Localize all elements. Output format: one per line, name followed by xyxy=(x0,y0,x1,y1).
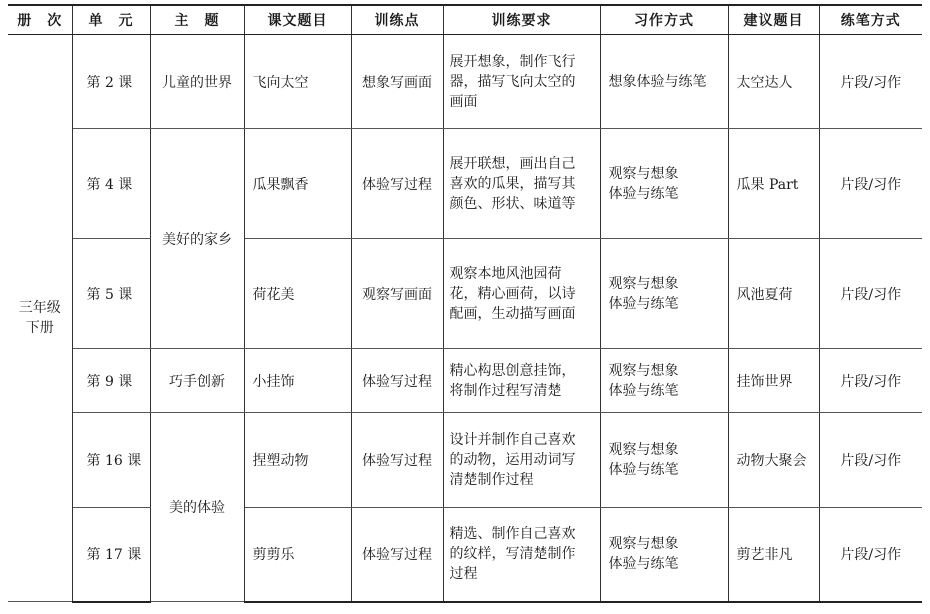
requirement-line: 颜色、形状、味道等 xyxy=(449,195,576,212)
practice-method-cell: 片段/习作 xyxy=(819,129,922,239)
training-point-cell: 体验写过程 xyxy=(351,129,443,239)
unit-cell: 第 17 课 xyxy=(72,508,150,602)
training-point-cell: 想象写画面 xyxy=(351,35,443,129)
suggested-title-cell: 风池夏荷 xyxy=(728,239,819,349)
writing-mode-cell xyxy=(600,508,728,602)
requirement-line: 设计并制作自己喜欢 xyxy=(449,432,576,448)
training-requirement-cell xyxy=(443,239,600,349)
practice-method-cell: 片段/习作 xyxy=(819,349,922,413)
theme-cell: 儿童的世界 xyxy=(150,35,244,129)
requirement-line: 精心构思创意挂饰， xyxy=(449,362,576,379)
requirement-line: 展开联想，画出自己 xyxy=(449,155,576,172)
training-point-cell: 体验写过程 xyxy=(351,508,443,602)
mode-line: 体验与练笔 xyxy=(608,556,679,573)
suggested-title-cell: 瓜果 Part xyxy=(728,129,819,239)
table-row xyxy=(8,349,922,413)
mode-line: 观察与想象 xyxy=(608,536,679,553)
requirement-line: 花，精心画荷，以诗 xyxy=(449,285,576,302)
header-lesson-title: 课文题目 xyxy=(244,5,351,35)
theme-cell: 巧手创新 xyxy=(150,349,244,413)
writing-mode-cell xyxy=(600,35,728,129)
mode-line: 想象体验与练笔 xyxy=(608,73,707,90)
lesson-title-cell: 瓜果飘香 xyxy=(244,129,351,239)
lesson-title-cell: 剪剪乐 xyxy=(244,508,351,602)
theme-cell: 美的体验 xyxy=(150,413,244,602)
mode-line: 体验与练笔 xyxy=(608,462,679,478)
requirement-line: 的纹样，写清楚制作 xyxy=(449,546,576,563)
training-point-cell: 体验写过程 xyxy=(351,413,443,508)
requirement-line: 清楚制作过程 xyxy=(449,472,534,488)
header-theme: 主 题 xyxy=(150,5,244,35)
volume-term: 下册 xyxy=(25,320,54,336)
unit-cell: 第 4 课 xyxy=(72,129,150,239)
lesson-title-cell: 飞向太空 xyxy=(244,35,351,129)
unit-cell: 第 9 课 xyxy=(72,349,150,413)
theme-cell: 美好的家乡 xyxy=(150,129,244,349)
requirement-line: 过程 xyxy=(449,566,478,583)
volume-cell xyxy=(8,35,72,602)
training-requirement-cell xyxy=(443,129,600,239)
header-training-point: 训练点 xyxy=(351,5,443,35)
header-volume: 册 次 xyxy=(8,5,72,35)
training-requirement-cell xyxy=(443,35,600,129)
header-row xyxy=(8,5,922,35)
lesson-title-cell: 小挂饰 xyxy=(244,349,351,413)
requirement-line: 配画，生动描写画面 xyxy=(449,305,576,322)
table-row xyxy=(8,129,922,239)
requirement-line: 观察本地风池园荷 xyxy=(449,265,562,282)
writing-mode-cell xyxy=(600,239,728,349)
training-point-cell: 体验写过程 xyxy=(351,349,443,413)
practice-method-cell: 片段/习作 xyxy=(819,508,922,602)
table-row xyxy=(8,413,922,508)
suggested-title-cell: 剪艺非凡 xyxy=(728,508,819,602)
requirement-line: 喜欢的瓜果，描写其 xyxy=(449,175,576,192)
volume-grade: 三年级 xyxy=(18,300,61,316)
practice-method-cell: 片段/习作 xyxy=(819,35,922,129)
suggested-title-cell: 动物大聚会 xyxy=(728,413,819,508)
header-practice-method: 练笔方式 xyxy=(819,5,922,35)
training-requirement-cell xyxy=(443,413,600,508)
training-point-cell: 观察写画面 xyxy=(351,239,443,349)
header-training-requirement: 训练要求 xyxy=(443,5,600,35)
training-requirement-cell xyxy=(443,508,600,602)
mode-line: 体验与练笔 xyxy=(608,295,679,312)
requirement-line: 器，描写飞向太空的 xyxy=(449,73,576,90)
mode-line: 观察与想象 xyxy=(608,442,679,458)
mode-line: 体验与练笔 xyxy=(608,382,679,399)
curriculum-table xyxy=(8,4,922,603)
lesson-title-cell: 荷花美 xyxy=(244,239,351,349)
practice-method-cell: 片段/习作 xyxy=(819,413,922,508)
writing-mode-cell xyxy=(600,129,728,239)
mode-line: 体验与练笔 xyxy=(608,185,679,202)
suggested-title-cell: 挂饰世界 xyxy=(728,349,819,413)
mode-line: 观察与想象 xyxy=(608,165,679,182)
table-row xyxy=(8,35,922,129)
table-row xyxy=(8,508,922,602)
mode-line: 观察与想象 xyxy=(608,362,679,379)
unit-cell: 第 16 课 xyxy=(72,413,150,508)
suggested-title-cell: 太空达人 xyxy=(728,35,819,129)
unit-cell: 第 5 课 xyxy=(72,239,150,349)
writing-mode-cell xyxy=(600,413,728,508)
header-suggested-title: 建议题目 xyxy=(728,5,819,35)
unit-cell: 第 2 课 xyxy=(72,35,150,129)
requirement-line: 画面 xyxy=(449,93,478,110)
practice-method-cell: 片段/习作 xyxy=(819,239,922,349)
header-writing-mode: 习作方式 xyxy=(600,5,728,35)
requirement-line: 的动物，运用动词写 xyxy=(449,452,576,468)
requirement-line: 精选、制作自己喜欢 xyxy=(449,526,576,543)
table-row xyxy=(8,239,922,349)
header-unit: 单 元 xyxy=(72,5,150,35)
training-requirement-cell xyxy=(443,349,600,413)
mode-line: 观察与想象 xyxy=(608,275,679,292)
lesson-title-cell: 捏塑动物 xyxy=(244,413,351,508)
requirement-line: 展开想象，制作飞行 xyxy=(449,53,576,70)
writing-mode-cell xyxy=(600,349,728,413)
requirement-line: 将制作过程写清楚 xyxy=(449,382,562,399)
